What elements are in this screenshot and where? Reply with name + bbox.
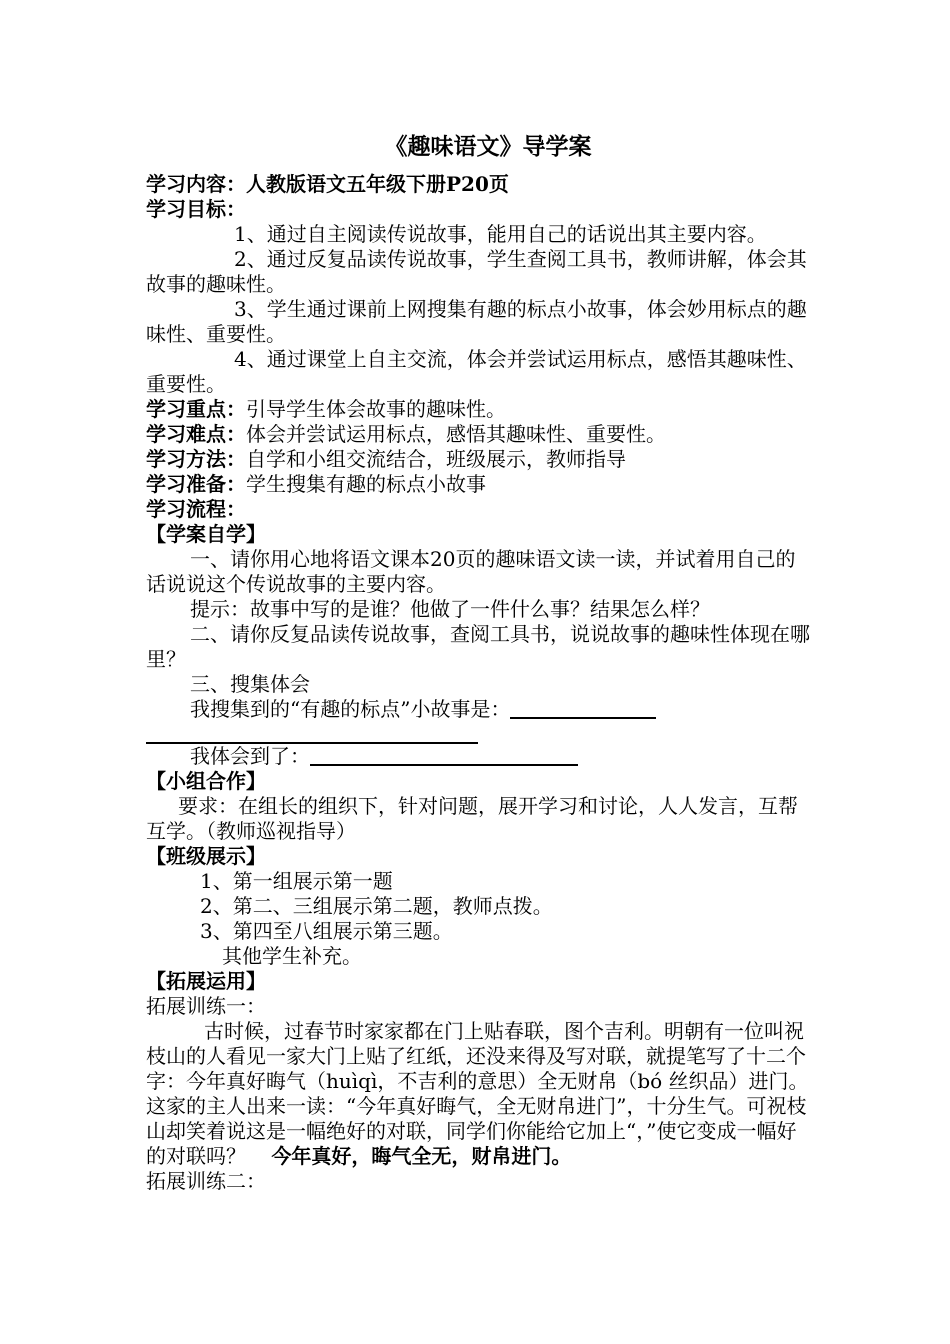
difficulty-value: 体会并尝试运用标点，感悟其趣味性、重要性。	[246, 422, 666, 446]
training1-label: 拓展训练一：	[146, 994, 266, 1018]
group-requirement: 要求：在组长的组织下，针对问题，展开学习和讨论，人人发言，互帮互学。（教师巡视指导）	[146, 794, 798, 843]
collected-answer-blank-continued[interactable]	[146, 722, 478, 744]
showcase-item: 3、第四至八组展示第三题。	[200, 919, 453, 943]
group-heading: 【小组合作】	[146, 769, 266, 793]
self-study-heading: 【学案自学】	[146, 522, 266, 546]
difficulty-label: 学习难点：	[146, 422, 246, 446]
flow-label: 学习流程：	[146, 497, 246, 521]
showcase-extra: 其他学生补充。	[222, 944, 362, 968]
self-study-hint: 提示：故事中写的是谁？他做了一件什么事？结果怎么样？	[190, 597, 710, 621]
self-study-q2: 二、请你反复品读传说故事，查阅工具书，说说故事的趣味性体现在哪里？	[146, 622, 810, 671]
goal-item: 4、通过课堂上自主交流，体会并尝试运用标点，感悟其趣味性、重要性。	[146, 347, 807, 396]
training1-answer: 今年真好，晦气全无，财帛进门。	[271, 1144, 572, 1168]
felt-answer-blank[interactable]	[310, 744, 578, 766]
felt-label: 我体会到了：	[190, 744, 310, 768]
prep-label: 学习准备：	[146, 472, 246, 496]
method-label: 学习方法：	[146, 447, 246, 471]
showcase-item: 1、第一组展示第一题	[200, 869, 393, 893]
key-line	[146, 397, 810, 422]
goals-label: 学习目标：	[146, 197, 246, 221]
self-study-q1: 一、请你用心地将语文课本20页的趣味语文读一读，并试着用自己的话说说这个传说故事的主要内容。	[146, 547, 796, 596]
collected-answer-blank[interactable]	[510, 697, 656, 719]
training1-paragraph	[146, 1019, 810, 1169]
content-line	[146, 172, 810, 197]
key-label: 学习重点：	[146, 397, 246, 421]
goal-item: 1、通过自主阅读传说故事，能用自己的话说出其主要内容。	[234, 222, 767, 246]
prep-line	[146, 472, 810, 497]
collected-label: 我搜集到的“有趣的标点”小故事是：	[190, 697, 511, 721]
method-line	[146, 447, 810, 472]
showcase-item: 2、第二、三组展示第二题，教师点拨。	[200, 894, 553, 918]
felt-line	[146, 744, 810, 769]
goal-item: 2、通过反复品读传说故事，学生查阅工具书，教师讲解，体会其故事的趣味性。	[146, 247, 807, 296]
difficulty-line	[146, 422, 810, 447]
showcase-heading: 【班级展示】	[146, 844, 266, 868]
training1-text: 古时候，过春节时家家都在门上贴春联，图个吉利。明朝有一位叫祝枝山的人看见一家大门上贴了红纸，还没来得及写对联，就提笔写了十二个字：今年真好晦气（huìqì，不吉利的意思）全无财帛（bó 丝织品）进门。这家的主人出来一读：“今年真好晦气，全无财帛进门”，十分生气。可祝枝山却笑着说这是一幅绝好的对联，同学们你能给它加上“，”使它变成一幅好的对联吗？	[146, 1019, 809, 1168]
prep-value: 学生搜集有趣的标点小故事	[246, 472, 486, 496]
content-value: 人教版语文五年级下册P20页	[246, 172, 509, 196]
method-value: 自学和小组交流结合，班级展示，教师指导	[246, 447, 626, 471]
training2-label: 拓展训练二：	[146, 1169, 266, 1193]
key-value: 引导学生体会故事的趣味性。	[246, 397, 506, 421]
self-study-q3: 三、搜集体会	[190, 672, 310, 696]
extension-heading: 【拓展运用】	[146, 969, 266, 993]
page-title: 《趣味语文》导学案	[384, 133, 592, 160]
content-label: 学习内容：	[146, 172, 246, 196]
goal-item: 3、学生通过课前上网搜集有趣的标点小故事，体会妙用标点的趣味性、重要性。	[146, 297, 807, 346]
collected-line	[146, 697, 810, 722]
